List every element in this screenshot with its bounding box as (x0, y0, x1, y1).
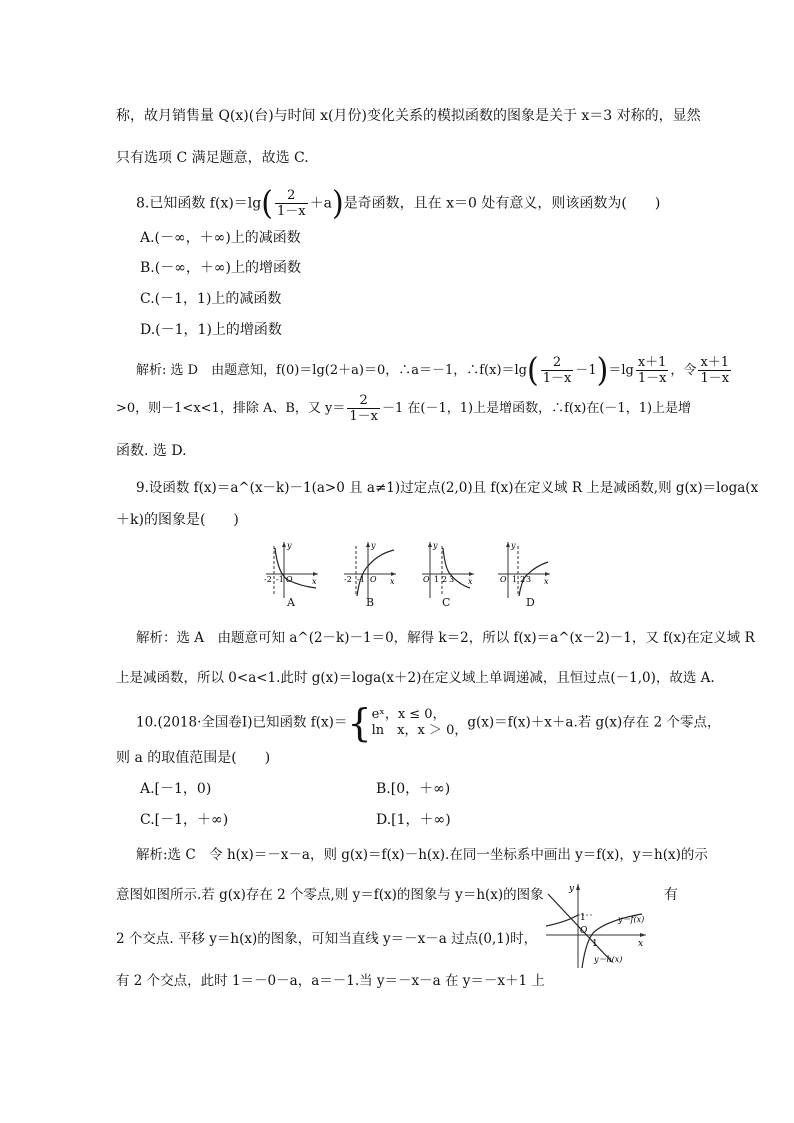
q8-stem-a: 8.已知函数 f(x)＝lg (136, 195, 262, 212)
svg-text:y: y (371, 541, 376, 550)
q8-option-a: A.(－∞，＋∞)上的减函数 (140, 230, 301, 246)
svg-text:3: 3 (526, 575, 532, 584)
svg-text:2: 2 (442, 575, 448, 584)
svg-text:1: 1 (512, 575, 518, 584)
q8-option-c: C.(－1，1)上的减函数 (140, 291, 282, 307)
q9-graph-c-label: C (442, 596, 451, 609)
q8-solution-line-3: 函数. 选 D. (116, 443, 187, 459)
q9-graph-b-label: B (366, 596, 375, 609)
svg-text:O: O (423, 575, 430, 584)
q9-graph-a-label: A (287, 596, 295, 609)
svg-text:y: y (433, 541, 438, 550)
intro-line-1: 称，故月销售量 Q(x)(台)与时间 x(月份)变化关系的模拟函数的图象是关于 x＝3 对称的，显然 (116, 108, 701, 124)
svg-text:x: x (468, 577, 473, 586)
q10-fig-hx-label: y＝h(x) (594, 955, 623, 964)
q10-option-d: D.[1，＋∞) (376, 812, 451, 828)
svg-text:y: y (511, 541, 516, 550)
q8-stem: 8.已知函数 f(x)＝lg( $\frac{2}{1-x}$ ＋a)是奇函数，且在 x＝0 处有意义，则该函数为( ) (136, 183, 661, 223)
q10-fig-x-label: x (638, 939, 644, 949)
q9-solution-line-2: 上是减函数，所以 0<a<1.此时 g(x)＝loga(x＋2)在定义域上单调递减，且恒过点(－1,0)，故选 A. (116, 670, 715, 686)
q8-option-d: D.(－1，1)上的增函数 (140, 322, 282, 338)
svg-text:x: x (544, 577, 549, 586)
q10-solution-line-3: 2 个交点. 平移 y＝h(x)的图象，可知当直线 y＝－x－a 过点(0,1)时， (116, 931, 538, 947)
q10-solution-line-2a: 意图如图所示.若 g(x)存在 2 个零点,则 y＝f(x)的图象与 y＝h(x)的图象 (116, 887, 544, 903)
q10-solution-line-4: 有 2 个交点，此时 1＝－0－a，a＝－1.当 y＝－x－a 在 y＝－x＋1 上 (116, 973, 545, 989)
svg-text:x: x (390, 577, 395, 586)
q8-solution-line-2: >0，则－1<x<1，排除 A、B，又 y＝ $\frac{2}{1-x}$ －1 在(－1，1)上是增函数，∴f(x)在(－1，1)上是增 (116, 393, 692, 424)
svg-text:-1: -1 (276, 575, 284, 584)
q10-fig-one-y: 1 (580, 913, 586, 923)
q10-option-c: C.[－1，＋∞) (140, 812, 229, 828)
q10-fig-fx-label: y＝f(x) (618, 915, 645, 924)
intro-line-2: 只有选项 C 满足题意，故选 C. (116, 150, 309, 166)
svg-text:2: 2 (520, 575, 526, 584)
svg-text:x: x (312, 577, 317, 586)
q10-solution-line-2b: 有 (664, 887, 678, 903)
q8-fraction: $\frac{2}{1-x}$ (276, 188, 306, 219)
svg-text:O: O (286, 575, 293, 584)
q10-fig-y-label: y (569, 884, 575, 894)
q10-solution-line-1: 解析:选 C 令 h(x)＝－x－a，则 g(x)＝f(x)－h(x).在同一坐标系中画出 y＝f(x)，y＝h(x)的示 (136, 847, 708, 863)
q10-figure (542, 880, 654, 970)
q9-stem-line-1: 9.设函数 f(x)＝a^(x－k)－1(a>0 且 a≠1)过定点(2,0)且 f(x)在定义域 R 上是减函数,则 g(x)＝loga(x (136, 480, 759, 496)
svg-text:O: O (500, 575, 507, 584)
svg-text:y: y (287, 541, 292, 550)
q10-stem-line-1: 10.(2018·全国卷Ⅰ)已知函数 f(x)＝{ eˣ，x ≤ 0， ln x，x ＞ 0， g(x)＝f(x)＋x＋a.若 g(x)存在 2 个零点， (136, 701, 721, 745)
svg-text:O: O (370, 575, 377, 584)
svg-text:3: 3 (449, 575, 455, 584)
q9-stem-line-2: ＋k)的图象是( ) (116, 512, 239, 528)
svg-text:-2: -2 (344, 575, 352, 584)
svg-text:-1: -1 (357, 575, 365, 584)
q10-fig-one-x: 1 (592, 939, 598, 949)
q8-option-b: B.(－∞，＋∞)上的增函数 (140, 260, 301, 276)
svg-text:1: 1 (434, 575, 440, 584)
q9-graph-d-label: D (526, 596, 535, 609)
q10-option-a: A.[－1，0) (140, 781, 212, 797)
q8-stem-b: ＋a (309, 195, 332, 212)
q8-stem-c: 是奇函数，且在 x＝0 处有意义，则该函数为( ) (343, 195, 661, 212)
q9-graph-d (494, 538, 554, 608)
q10-stem-line-2: 则 a 的取值范围是( ) (116, 750, 271, 766)
svg-text:-2: -2 (264, 575, 272, 584)
q9-solution-line-1: 解析：选 A 由题意可知 a^(2－k)－1＝0，解得 k＝2，所以 f(x)＝a^(x－2)－1，又 f(x)在定义域 R (136, 630, 755, 646)
q10-fig-origin: O (580, 926, 588, 936)
q10-option-b: B.[0，＋∞) (376, 781, 451, 797)
q8-solution-line-1: 解析: 选 D 由题意知，f(0)＝lg(2＋a)＝0，∴a＝－1，∴f(x)＝lg( $\frac{2}{1-x}$ －1)＝lg $\frac{x+1}{1-x}$ ，令 $\frac{x+1}{1-x}$ (136, 350, 730, 390)
